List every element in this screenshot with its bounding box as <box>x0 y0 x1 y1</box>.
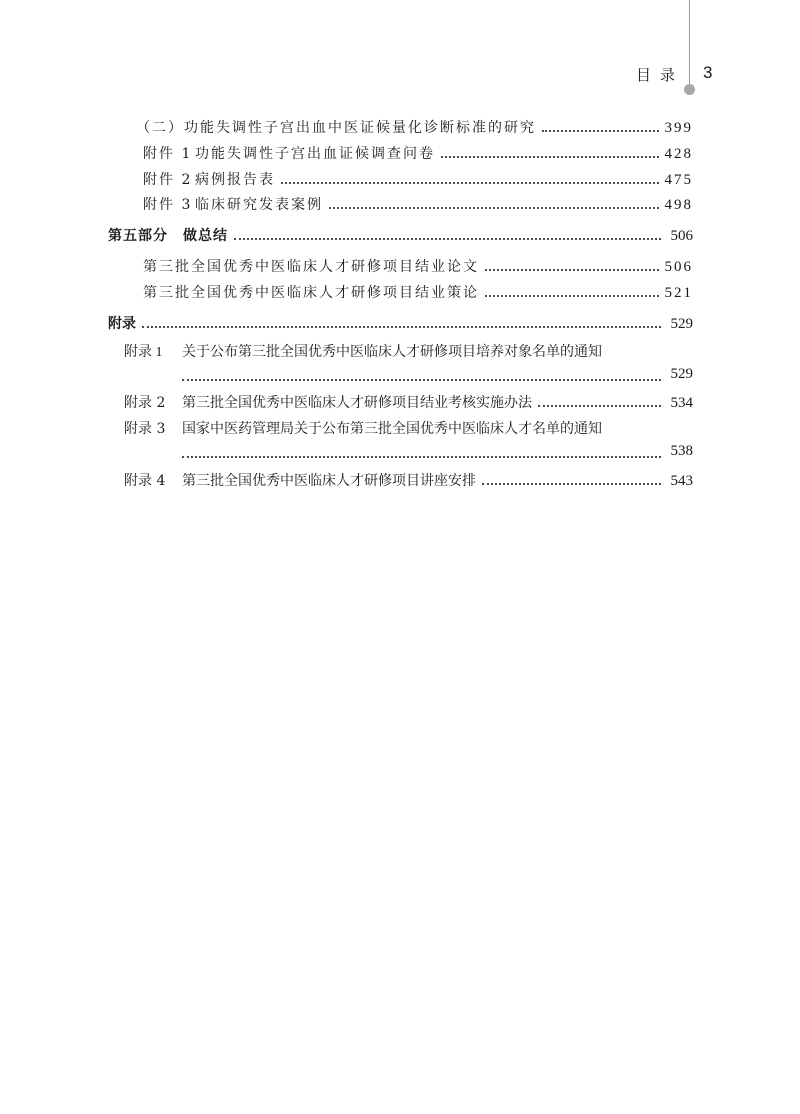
toc-leader-dots <box>538 404 661 407</box>
toc-entry-title: 关于公布第三批全国优秀中医临床人才研修项目培养对象名单的通知 <box>182 345 602 360</box>
toc-entry[interactable] <box>124 470 693 490</box>
running-header-section: 目录 <box>636 66 685 84</box>
toc-entry-label: 附件 2 <box>143 172 193 188</box>
toc-leader-dots <box>329 206 659 209</box>
toc-entry[interactable] <box>143 143 693 163</box>
toc-entry-title: 第三批全国优秀中医临床人才研修项目结业策论 <box>143 285 479 301</box>
toc-entry-title: 第三批全国优秀中医临床人才研修项目结业论文 <box>143 259 479 275</box>
toc-leader-dots <box>485 268 659 271</box>
toc-leader-dots <box>485 294 659 297</box>
toc-entry-title: 临床研究发表案例 <box>195 197 323 213</box>
toc-entry-page: 399 <box>664 120 693 136</box>
toc-entry[interactable] <box>124 418 693 438</box>
page-tab-line <box>689 0 690 88</box>
toc-leader-dots <box>182 455 661 458</box>
toc-entry-label: 附件 3 <box>143 197 193 213</box>
toc-entry-title: 第三批全国优秀中医临床人才研修项目结业考核实施办法 <box>182 395 532 411</box>
toc-entry-page: 521 <box>664 285 693 301</box>
toc-entry-page: 538 <box>670 443 693 459</box>
toc-part-heading[interactable] <box>108 313 693 333</box>
page-tab-dot <box>684 84 695 95</box>
toc-leader-dots <box>182 378 661 381</box>
toc-entry-title: 第三批全国优秀中医临床人才研修项目讲座安排 <box>182 473 476 489</box>
toc-entry[interactable] <box>143 282 693 302</box>
toc-entry[interactable] <box>136 117 693 137</box>
toc-entry[interactable] <box>143 256 693 276</box>
toc-entry-label: 附录 2 <box>124 395 166 411</box>
toc-entry-title: 功能失调性子宫出血证候调查问卷 <box>195 146 435 162</box>
toc-entry-title: 国家中医药管理局关于公布第三批全国优秀中医临床人才名单的通知 <box>182 421 602 437</box>
toc-entry-page: 529 <box>670 366 693 382</box>
toc-entry-continuation[interactable] <box>182 366 693 386</box>
toc-entry[interactable] <box>124 341 693 361</box>
toc-leader-dots <box>281 181 659 184</box>
toc-part-heading[interactable] <box>108 225 693 245</box>
toc-leader-dots <box>542 129 659 132</box>
toc-leader-dots <box>441 155 659 158</box>
toc-leader-dots <box>142 325 661 328</box>
running-header-page-number: 3 <box>703 63 713 82</box>
toc-leader-dots <box>482 482 661 485</box>
toc-entry-page: 428 <box>664 146 693 162</box>
toc-entry-page: 529 <box>670 316 693 332</box>
toc-entry-page: 498 <box>664 197 693 213</box>
toc-entry-label: 附录 4 <box>124 473 166 489</box>
toc-entry-title: 第五部分 做总结 <box>108 228 228 244</box>
toc-entry-continuation[interactable] <box>182 443 693 463</box>
toc-entry-label: 附录 1 <box>124 345 163 360</box>
toc-entry-title: （二）功能失调性子宫出血中医证候量化诊断标准的研究 <box>136 120 536 136</box>
toc-entry[interactable] <box>143 194 693 214</box>
toc-entry[interactable] <box>124 392 693 412</box>
toc-entry-title: 附录 <box>108 316 136 332</box>
toc-entry-page: 506 <box>670 228 693 244</box>
toc-leader-dots <box>234 237 661 240</box>
toc-entry-title: 病例报告表 <box>195 172 275 188</box>
toc-entry-page: 506 <box>664 259 693 275</box>
toc-entry-label: 附录 3 <box>124 421 166 437</box>
toc-entry-label: 附件 1 <box>143 146 193 162</box>
toc-entry-page: 534 <box>670 395 693 411</box>
toc-entry-page: 543 <box>670 473 693 489</box>
toc-entry-page: 475 <box>664 172 693 188</box>
toc-entry[interactable] <box>143 169 693 189</box>
